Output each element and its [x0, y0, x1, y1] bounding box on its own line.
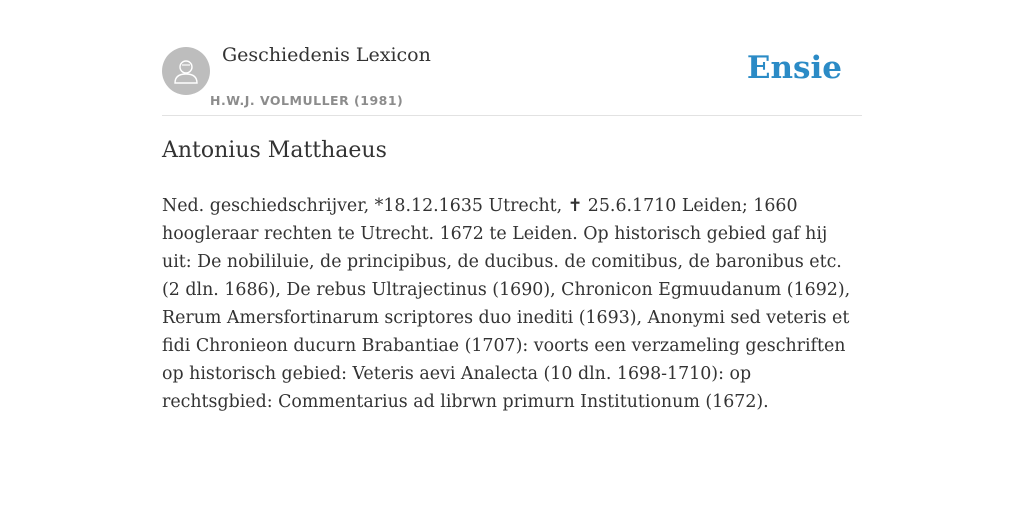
- user-avatar-icon: [171, 56, 201, 86]
- brand-logo[interactable]: Ensie: [746, 50, 842, 86]
- source-author[interactable]: H.W.J. VOLMULLER (1981): [210, 93, 404, 108]
- entry-title: Antonius Matthaeus: [162, 138, 387, 163]
- entry-card: [162, 0, 862, 512]
- avatar[interactable]: [162, 47, 210, 95]
- divider: [162, 115, 862, 116]
- entry-body: Ned. geschiedschrijver, *18.12.1635 Utrecht, ✝ 25.6.1710 Leiden; 1660 hoogleraar rechten te Utrecht. 1672 te Leiden. Op historisch gebied gaf hij uit: De nobililuie, de principibus, de ducibus. de comitibus, de baronibus etc. (2 dln. 1686), De rebus Ultrajectinus (1690), Chronicon Egmuudanum (1692), Rerum Amersfortinarum scriptores duo inediti (1693), Anonymi sed veteris et fidi Chronieon ducurn Brabantiae (1707): voorts een verzameling geschriften op historisch gebied: Veteris aevi Analecta (10 dln. 1698-1710): op rechtsgbied: Commentarius ad librwn primurn Institutionum (1672).: [162, 196, 851, 412]
- source-title[interactable]: Geschiedenis Lexicon: [222, 44, 431, 66]
